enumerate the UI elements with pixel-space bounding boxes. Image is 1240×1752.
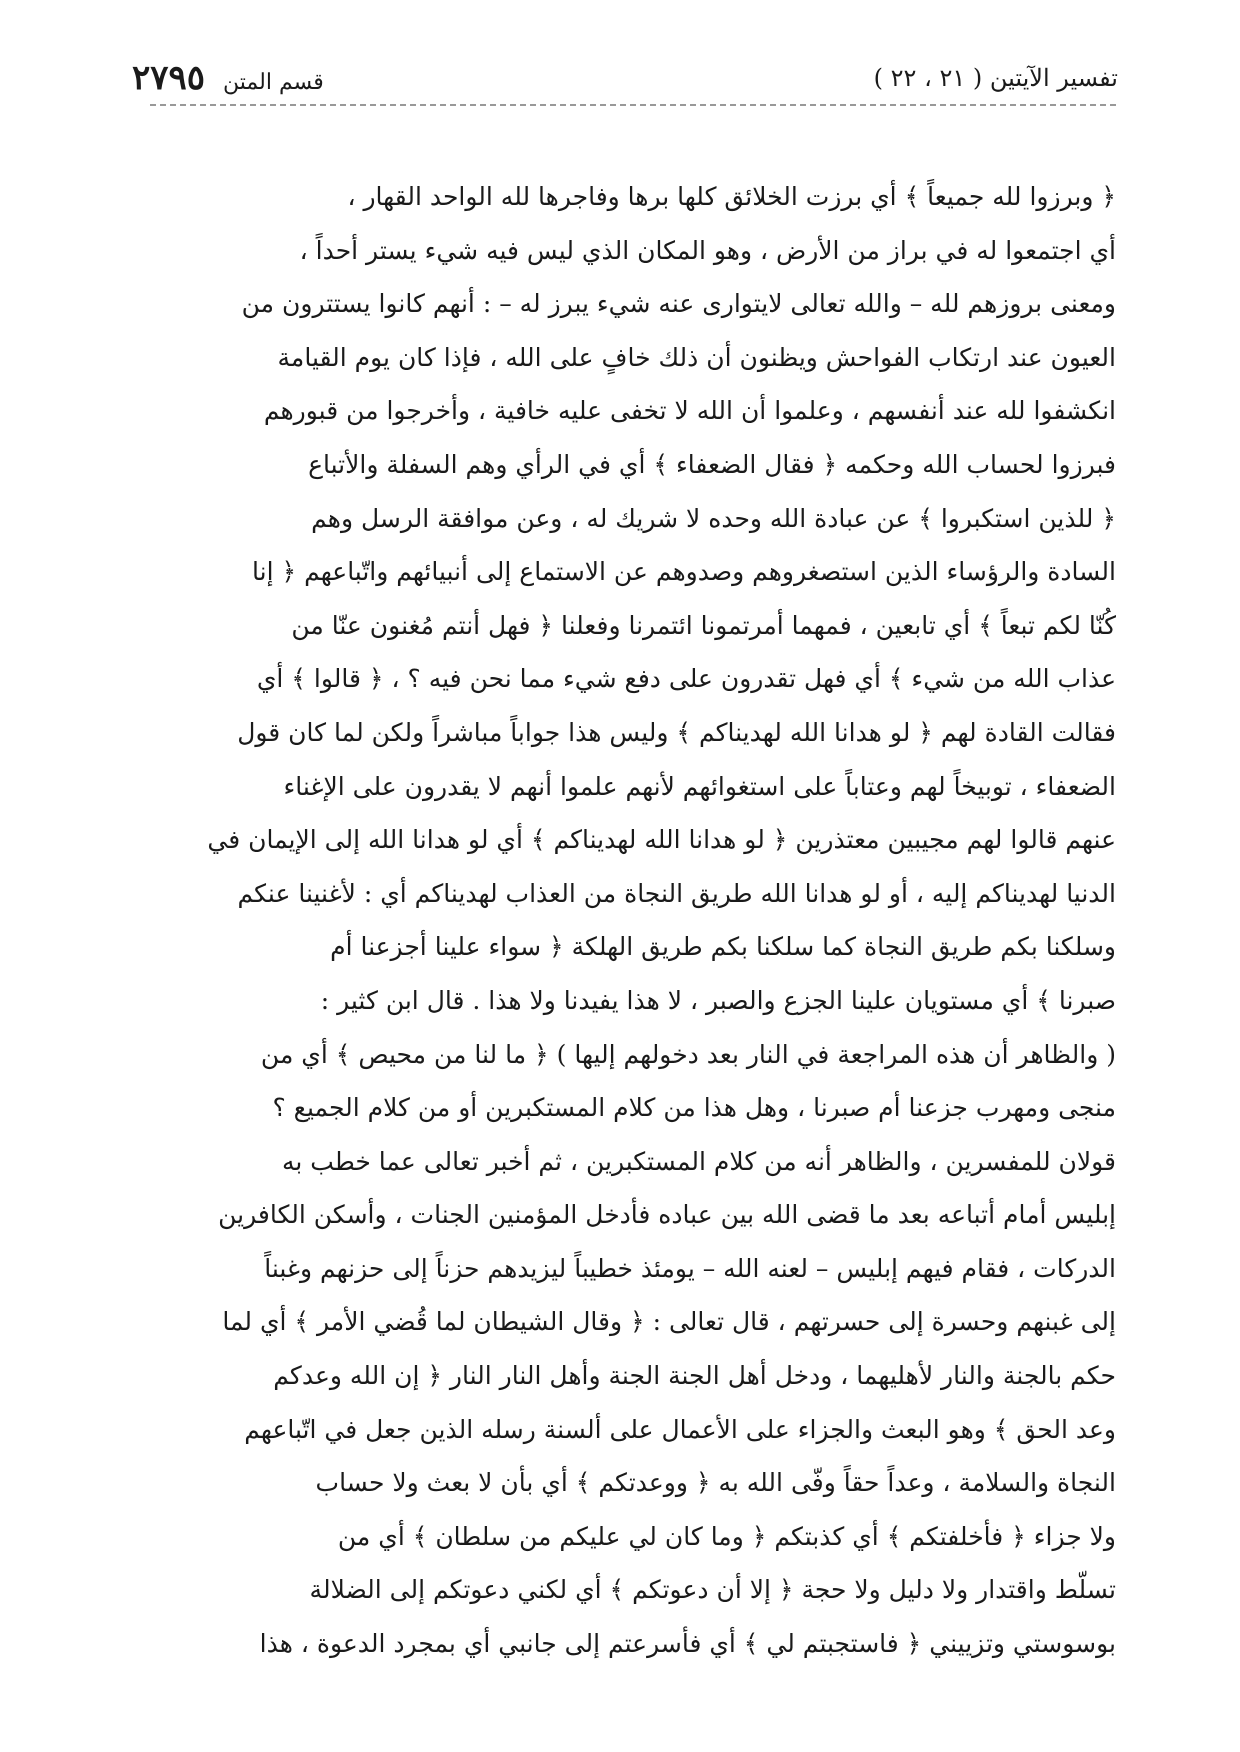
text-line: ولا جزاء ﴿ فأخلفتكم ﴾ أي كذبتكم ﴿ وما كان لي عليكم من سلطان ﴾ أي من xyxy=(337,1521,1116,1551)
text-line: ﴿ للذين استكبروا ﴾ عن عبادة الله وحده لا شريك له ، وعن موافقة الرسل وهم xyxy=(311,503,1116,533)
text-line: ﴿ وبرزوا لله جميعاً ﴾ أي برزت الخلائق كلها برها وفاجرها لله الواحد القهار ، xyxy=(347,182,1116,211)
text-line: ( والظاهر أن هذه المراجعة في النار بعد دخولهم إليها ) ﴿ ما لنا من محيص ﴾ أي من xyxy=(260,1039,1116,1069)
text-line: أي اجتمعوا له في براز من الأرض ، وهو المكان الذي ليس فيه شيء يستر أحداً ، xyxy=(299,235,1116,265)
text-line: حكم بالجنة والنار لأهليهما ، ودخل أهل الجنة الجنة وأهل النار النار ﴿ إن الله وعدكم xyxy=(273,1361,1116,1391)
text-line: النجاة والسلامة ، وعداً حقاً وفّى الله به ﴿ ووعدتكم ﴾ أي بأن لا بعث ولا حساب xyxy=(315,1468,1116,1498)
text-line: الضعفاء ، توبيخاً لهم وعتاباً على استغوائهم لأنهم علموا أنهم لا يقدرون على الإغناء xyxy=(283,771,1116,801)
text-line: ومعنى بروزهم لله – والله تعالى لايتوارى عنه شيء يبرز له – : أنهم كانوا يستترون من xyxy=(241,289,1116,319)
text-line: وعد الحق ﴾ وهو البعث والجزاء على الأعمال على ألسنة رسله الذين جعل في اتّباعهم xyxy=(244,1414,1116,1444)
page-number: ٢٧٩٥ xyxy=(132,58,206,98)
text-line: فقالت القادة لهم ﴿ لو هدانا الله لهديناكم ﴾ وليس هذا جواباً مباشراً ولكن لما كان قول xyxy=(237,717,1116,747)
text-line: السادة والرؤساء الذين استصغروهم وصدوهم عن الاستماع إلى أنبيائهم واتّباعهم ﴿ إنا xyxy=(252,557,1116,587)
header-left xyxy=(132,58,324,98)
text-line: عنهم قالوا لهم مجيبين معتذرين ﴿ لو هدانا الله لهديناكم ﴾ أي لو هدانا الله إلى الإيمان في xyxy=(207,825,1116,855)
body-text xyxy=(130,170,1116,1671)
text-line: الدركات ، فقام فيهم إبليس – لعنه الله – يومئذ خطيباً ليزيدهم حزناً إلى حزنهم وغبناً xyxy=(264,1253,1116,1283)
chapter-title: تفسير الآيتين ( ٢١ ، ٢٢ ) xyxy=(873,64,1118,92)
text-line: إلى غبنهم وحسرة إلى حسرتهم ، قال تعالى : ﴿ وقال الشيطان لما قُضي الأمر ﴾ أي لما xyxy=(222,1307,1116,1337)
text-line: قولان للمفسرين ، والظاهر أنه من كلام المستكبرين ، ثم أخبر تعالى عما خطب به xyxy=(282,1146,1116,1176)
text-line: منجى ومهرب جزعنا أم صبرنا ، وهل هذا من كلام المستكبرين أو من كلام الجميع ؟ xyxy=(272,1093,1116,1123)
text-line: عذاب الله من شيء ﴾ أي فهل تقدرون على دفع شيء مما نحن فيه ؟ ، ﴿ قالوا ﴾ أي xyxy=(256,664,1116,694)
text-line: بوسوستي وتزييني ﴿ فاستجبتم لي ﴾ أي فأسرعتم إلى جانبي أي بمجرد الدعوة ، هذا xyxy=(259,1629,1116,1659)
page-header xyxy=(132,58,1118,98)
text-line: تسلّط واقتدار ولا دليل ولا حجة ﴿ إلا أن دعوتكم ﴾ أي لكني دعوتكم إلى الضلالة xyxy=(309,1575,1116,1605)
text-line: العيون عند ارتكاب الفواحش ويظنون أن ذلك خافٍ على الله ، فإذا كان يوم القيامة xyxy=(277,342,1116,372)
text-line: انكشفوا لله عند أنفسهم ، وعلموا أن الله لا تخفى عليه خافية ، وأخرجوا من قبورهم xyxy=(263,396,1116,426)
section-name: قسم المتن xyxy=(223,70,324,95)
text-line: صبرنا ﴾ أي مستويان علينا الجزع والصبر ، لا هذا يفيدنا ولا هذا . قال ابن كثير : xyxy=(320,985,1116,1015)
text-line: كُنّا لكم تبعاً ﴾ أي تابعين ، فمهما أمرتمونا ائتمرنا وفعلنا ﴿ فهل أنتم مُغنون عنّا من xyxy=(291,610,1116,640)
text-line: فبرزوا لحساب الله وحكمه ﴿ فقال الضعفاء ﴾ أي في الرأي وهم السفلة والأتباع xyxy=(308,449,1116,479)
header-rule xyxy=(150,104,1116,106)
text-line: الدنيا لهديناكم إليه ، أو لو هدانا الله طريق النجاة من العذاب لهديناكم أي : لأغنينا عنكم xyxy=(237,878,1116,908)
text-line: إبليس أمام أتباعه بعد ما قضى الله بين عباده فأدخل المؤمنين الجنات ، وأسكن الكافرين xyxy=(218,1200,1116,1230)
text-line: وسلكنا بكم طريق النجاة كما سلكنا بكم طريق الهلكة ﴿ سواء علينا أجزعنا أم xyxy=(330,932,1116,962)
